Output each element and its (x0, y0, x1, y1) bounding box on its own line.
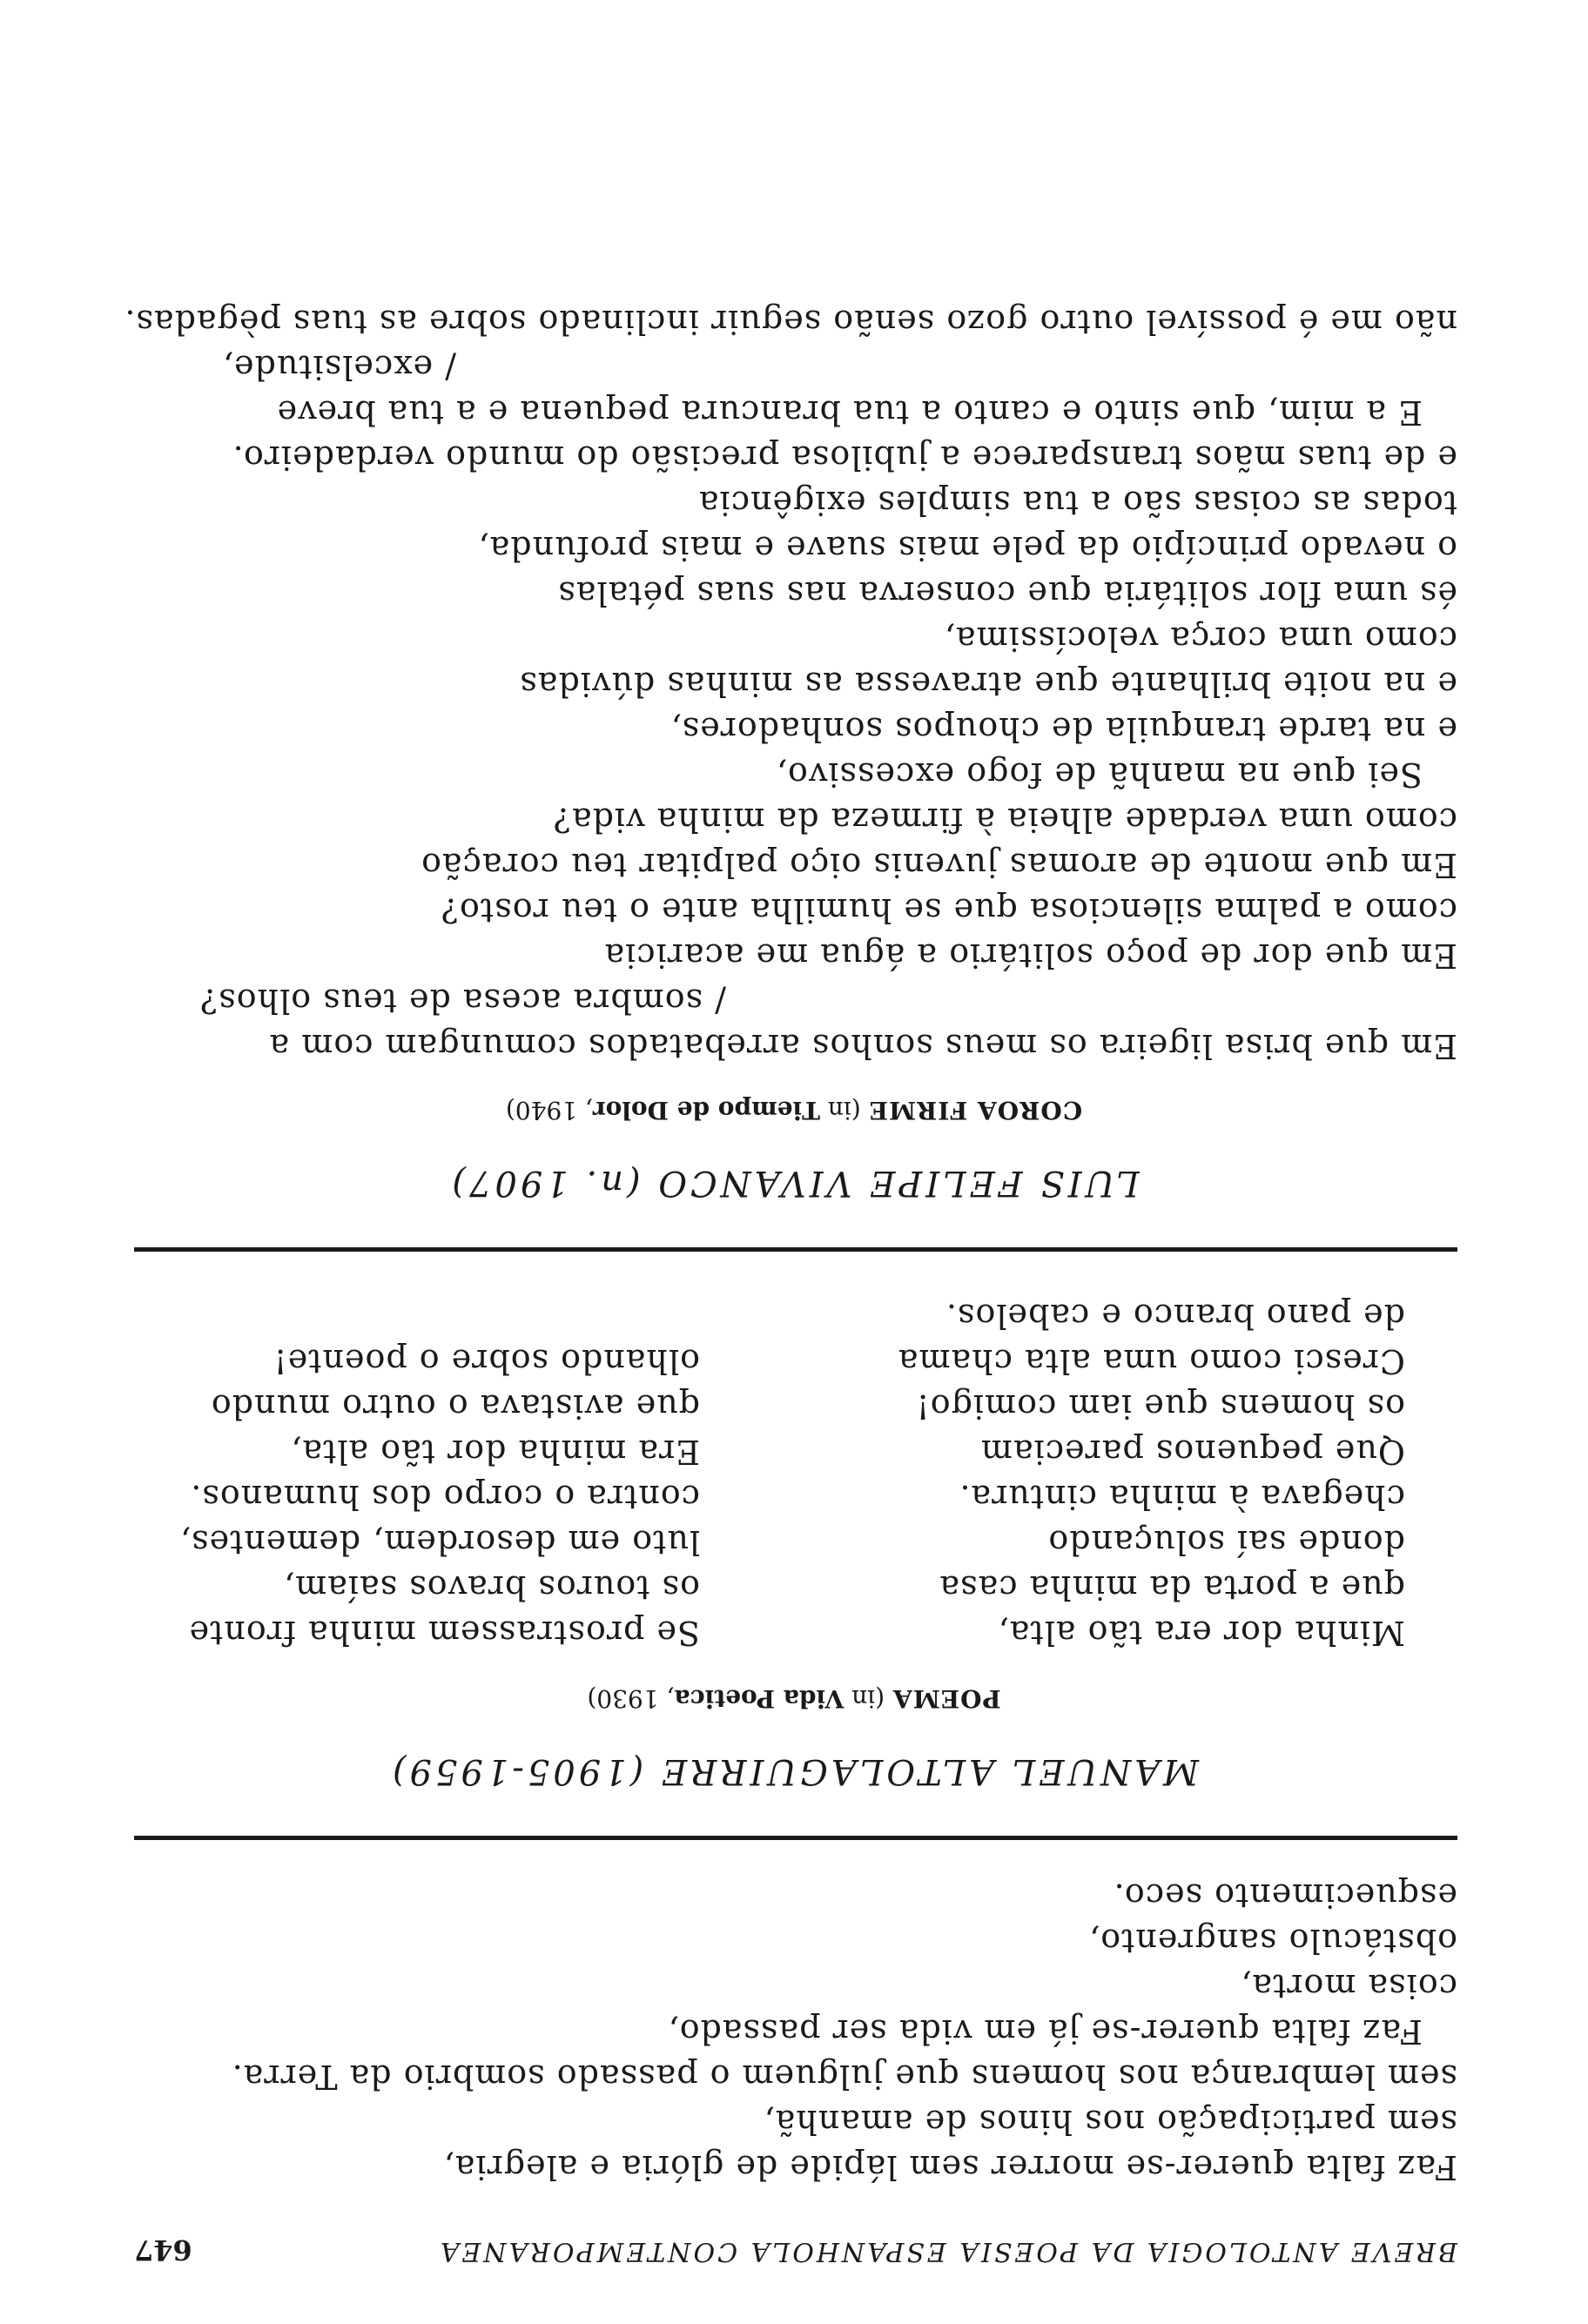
author-heading: MANUEL ALTOLAGUIRRE (1905-1959) (388, 1751, 1200, 1791)
poem-line: não me é possível outro gozo senão seguir inclinado sobre as tuas pègadas. (124, 303, 1457, 341)
prev-poem-line: obstáculo sangrento, (1088, 1922, 1457, 1960)
poem-title-text: COROA FIRME (868, 1096, 1083, 1125)
poem-line: / excelsitude, (221, 348, 456, 386)
poem-line: o nevado princípio da pele mais suave e mais profunda, (477, 529, 1457, 568)
poem-line: como a palma silenciosa que se humilha ante o teu rosto? (440, 891, 1457, 930)
poem-line: donde saí soluçando (1047, 1523, 1405, 1562)
poem-line: luto em desordem, dementes, (179, 1523, 700, 1562)
poem-line: que avistava o outro mundo (210, 1387, 700, 1426)
poem-line: os homens que iam comigo! (915, 1387, 1405, 1426)
poem-source-book: Tiempo de Dolor (592, 1096, 820, 1125)
poem-line: és uma flor solitária que conserva nas suas pétalas (557, 574, 1457, 613)
poem-source-book: Vida Poetica (674, 1684, 844, 1713)
prev-poem-line: esquecimento seco. (1113, 1877, 1457, 1915)
author-heading: LUIS FELIPE VIVANCO (n. 1907) (448, 1163, 1140, 1203)
poem-line: / sombra acesa de teus olhos? (198, 982, 726, 1020)
poem-line: olhando sobre o poente! (273, 1342, 700, 1380)
poem-line: chegava à minha cintura. (959, 1478, 1405, 1516)
poem-title (0, 1096, 1588, 1125)
poem-line: Que pequenos pareciam (980, 1433, 1405, 1471)
poem-title (0, 1684, 1588, 1713)
poem-line: contra o corpo dos humanos. (190, 1478, 700, 1516)
poem-line: Se prostrassem minha fronte (188, 1614, 700, 1652)
running-title: BREVE ANTOLOGIA DA POESIA ESPANHOLA CONTEMPORANEA (437, 2236, 1457, 2267)
prev-poem-line: Faz falta querer-se morrer sem lápide de glória e alegria, (442, 2148, 1457, 2186)
poem-title-text: POEMA (892, 1684, 1001, 1713)
poem-line: de pano branco e cabelos. (945, 1297, 1405, 1335)
poem-line: como uma verdade alheia à firmeza da minha vida? (552, 801, 1457, 839)
poem-line: Em que brisa ligeira os meus sonhos arrebatados comungam com a (268, 1027, 1457, 1065)
poem-line: como uma corça velocíssima, (943, 620, 1457, 658)
poem-line: Cresci como uma alta chama (897, 1342, 1405, 1380)
poem-line: que a porta da minha casa (939, 1568, 1405, 1607)
poem-line: os touros bravos saíam, (283, 1568, 700, 1607)
poem-source-suffix: , 1940) (505, 1096, 593, 1125)
poem-line: Sei que na manhã de fogo excessivo, (775, 756, 1423, 794)
poem-line: e na tarde tranquila de choupos sonhadores, (670, 710, 1457, 749)
poem-line: Minha dor era tão alta, (997, 1614, 1405, 1652)
prev-poem-line: Faz falta querer-se já em vida ser passado, (667, 2012, 1423, 2051)
poem-source-suffix: , 1930) (587, 1684, 675, 1713)
poem-line: Em que monte de aromas juvenis oiço palpitar teu coração (421, 846, 1457, 884)
poem-line: Era minha dor tão alta, (290, 1433, 700, 1471)
poem-source-prefix: (in (844, 1684, 885, 1713)
poem-source-prefix: (in (819, 1096, 861, 1125)
prev-poem-line: sem lembrança nos homens que julguem o passado sombrio da Terra. (231, 2058, 1457, 2096)
poem-line: e na noite brilhante que atravessa as minhas dúvidas (519, 665, 1457, 703)
poem-line: e de tuas mãos transparece a jubilosa precisão do mundo verdadeiro. (232, 439, 1457, 477)
poem-line: Em que dor de poço solitário a água me acaricia (603, 937, 1457, 975)
page-number: 647 (134, 2233, 192, 2267)
section-rule (134, 1247, 1457, 1252)
prev-poem-line: coisa morta, (1240, 1967, 1457, 2005)
poem-line: E a mim, que sinto e canto a tua brancura pequena e a tua breve (276, 393, 1423, 432)
poem-line: todas as coisas são a tua simples exigência (697, 484, 1457, 522)
section-rule (134, 1836, 1457, 1840)
prev-poem-line: sem participação nos hinos de amanhã, (763, 2103, 1457, 2141)
running-header (134, 2223, 1457, 2267)
